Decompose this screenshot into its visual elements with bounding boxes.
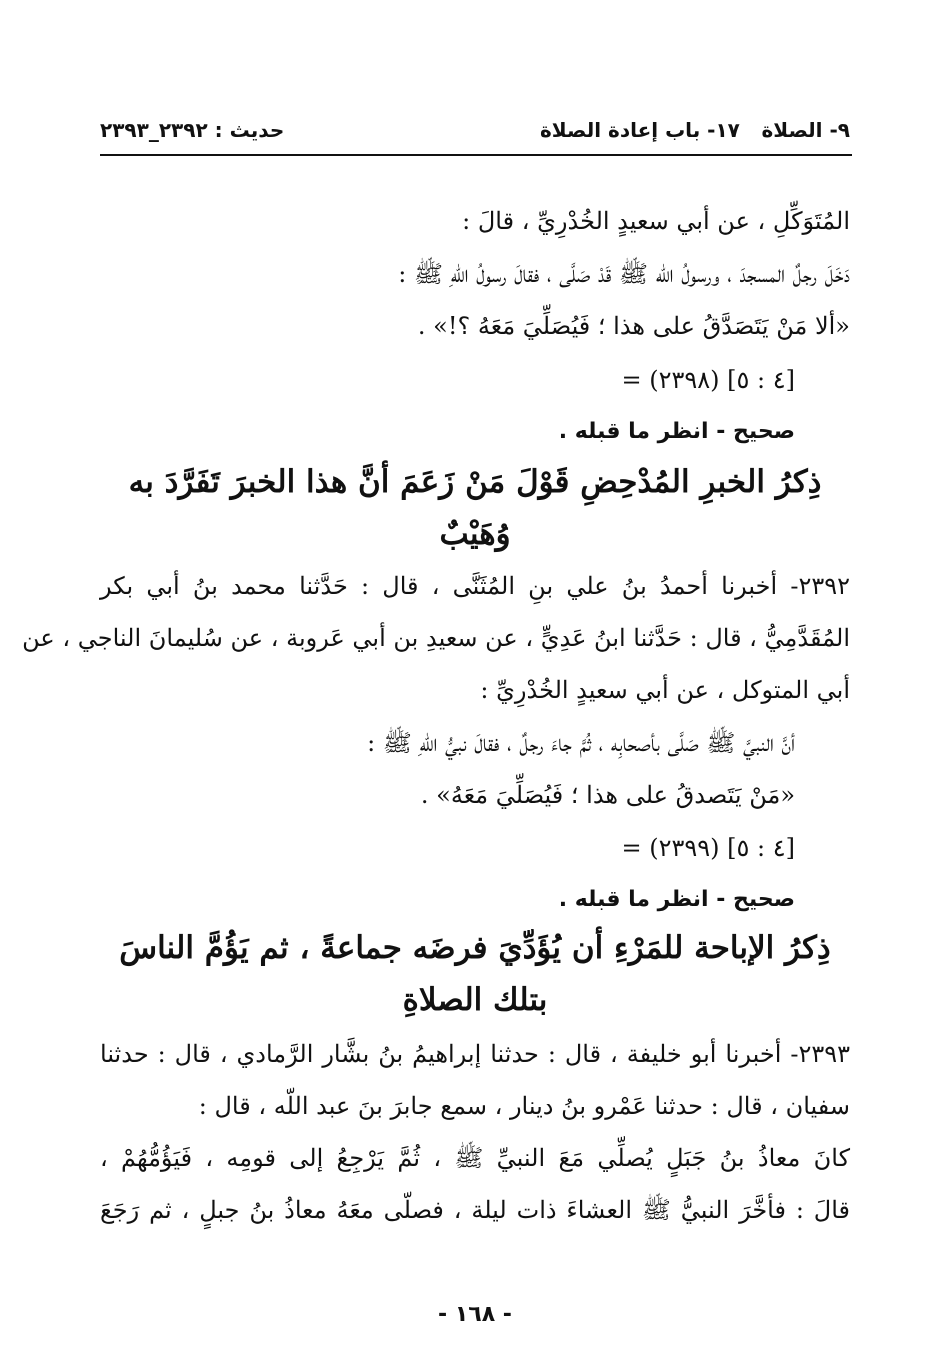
chapter-heading: بتلك الصلاةِ — [402, 982, 548, 1018]
text-line: ٢٣٩٢- أخبرنا أحمدُ بنُ علي بنِ المُثَنَّى ، قال : حَدَّثنا محمد بنُ أبي بكر — [100, 572, 850, 600]
section-title: ١٧- باب إعادة الصلاة — [540, 118, 740, 142]
grading-note: صحيح - انظر ما قبله . — [558, 419, 795, 444]
text-line: المُقَدَّمِيُّ ، قال : حَدَّثنا ابنُ عَدِيٍّ ، عن سعيدِ بن أبي عَروبة ، عن سُليمانَ الناجي ، عن — [22, 624, 850, 652]
text-line: المُتَوَكِّلِ ، عن أبي سعيدٍ الخُدْرِيِّ ، قالَ : — [462, 207, 850, 235]
header-rule — [100, 154, 852, 156]
chapter-heading: وُهَيْبٌ — [439, 516, 511, 552]
hadith-range: حديث : ٢٣٩٢_٢٣٩٣ — [100, 118, 285, 142]
text-line: قالَ : فأخَّرَ النبيُّ ﷺ العشاءَ ذات ليلة ، فصلّى معَهُ معاذُ بنُ جبلٍ ، ثم رَجَعَ — [100, 1196, 850, 1224]
page-number: - ١٦٨ - — [438, 1302, 512, 1327]
text-line: «مَنْ يَتَصدقُ على هذا ؛ فَيُصَلِّيَ مَعَهُ» . — [420, 781, 795, 809]
chapter-heading: ذِكرُ الإباحة للمَرْءِ أن يُؤَدِّيَ فرضَه جماعةً ، ثم يَؤُمَّ الناسَ — [119, 930, 831, 966]
text-line: دَخَلَ رجلٌ المسجدَ ، ورسولُ اللّه ﷺ قَدْ صَلَّى ، فقالَ رسولُ اللّهِ ﷺ : — [398, 260, 850, 288]
text-line: سفيان ، قال : حدثنا عَمْرو بنُ دينار ، سمع جابرَ بنَ عبد اللّه ، قال : — [198, 1092, 850, 1120]
takhrij-reference: = (٢٣٩٩) [٤ : ٥] — [621, 834, 795, 862]
chapter-heading: ذِكرُ الخبرِ المُدْحِضِ قَوْلَ مَنْ زَعَمَ أنَّ هذا الخبرَ تَفَرَّدَ به — [128, 464, 822, 500]
text-line: كانَ معاذُ بنُ جَبَلٍ يُصلِّي مَعَ النبيِّ ﷺ ، ثُمَّ يَرْجِعُ إلى قومِه ، فَيَؤُمُّهُمْ ، — [100, 1144, 851, 1172]
text-line: أبي المتوكل ، عن أبي سعيدٍ الخُدْرِيِّ : — [480, 676, 850, 704]
chapter-title: ٩- الصلاة — [761, 118, 850, 142]
text-line: أنَّ النبيَّ ﷺ صَلَّى بأصحابِه ، ثُمَّ جاءَ رجلٌ ، فقالَ نبيُّ اللّهِ ﷺ : — [367, 729, 795, 757]
text-line: ٢٣٩٣- أخبرنا أبو خليفة ، قال : حدثنا إبراهيمُ بنُ بشَّار الرَّمادي ، قال : حدثنا — [100, 1040, 850, 1068]
text-line: «ألا مَنْ يَتَصَدَّقُ على هذا ؛ فَيُصَلِّيَ مَعَهُ ؟!» . — [417, 312, 850, 340]
grading-note: صحيح - انظر ما قبله . — [558, 887, 795, 912]
takhrij-reference: = (٢٣٩٨) [٤ : ٥] — [621, 366, 795, 394]
